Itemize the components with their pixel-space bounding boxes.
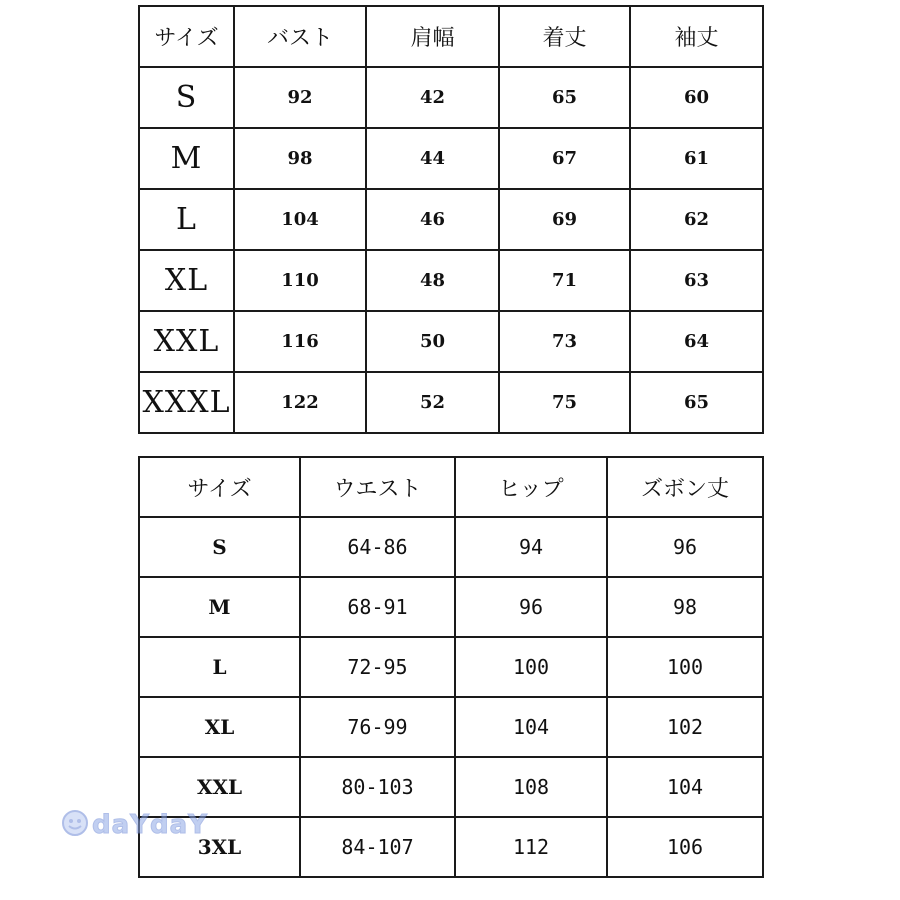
table-row [139, 817, 763, 877]
table-cell: 69 [499, 189, 630, 250]
table-cell: 48 [366, 250, 499, 311]
table-cell: 98 [607, 577, 763, 637]
table-cell: 52 [366, 372, 499, 433]
table-cell: 106 [607, 817, 763, 877]
header-cell: サイズ [139, 457, 300, 517]
table-cell: 67 [499, 128, 630, 189]
table-row [139, 189, 763, 250]
size-cell: S [139, 67, 234, 128]
table-cell: 92 [234, 67, 366, 128]
size-cell: XXL [139, 757, 300, 817]
table-cell: 73 [499, 311, 630, 372]
table-cell: 102 [607, 697, 763, 757]
table-cell: 94 [455, 517, 607, 577]
table-cell: 110 [234, 250, 366, 311]
table-row [139, 697, 763, 757]
table-cell: 84-107 [300, 817, 455, 877]
table-cell: 80-103 [300, 757, 455, 817]
table-cell: 75 [499, 372, 630, 433]
header-cell: サイズ [139, 6, 234, 67]
table-cell: 65 [630, 372, 763, 433]
table-cell: 50 [366, 311, 499, 372]
size-cell: XL [139, 697, 300, 757]
table-cell: 96 [455, 577, 607, 637]
table-cell: 46 [366, 189, 499, 250]
size-cell: 3XL [139, 817, 300, 877]
table-cell: 98 [234, 128, 366, 189]
table-cell: 60 [630, 67, 763, 128]
table-cell: 44 [366, 128, 499, 189]
table-header-row [139, 6, 763, 67]
size-cell: M [139, 577, 300, 637]
table-cell: 96 [607, 517, 763, 577]
table-row [139, 517, 763, 577]
size-cell: L [139, 637, 300, 697]
table-cell: 112 [455, 817, 607, 877]
table-cell: 71 [499, 250, 630, 311]
table-cell: 122 [234, 372, 366, 433]
table-row [139, 311, 763, 372]
table-cell: 72-95 [300, 637, 455, 697]
table-row [139, 637, 763, 697]
header-cell: ヒップ [455, 457, 607, 517]
table-row [139, 577, 763, 637]
header-cell: バスト [234, 6, 366, 67]
header-cell: 着丈 [499, 6, 630, 67]
header-cell: 袖丈 [630, 6, 763, 67]
size-cell: M [139, 128, 234, 189]
header-cell: ズボン丈 [607, 457, 763, 517]
size-cell: L [139, 189, 234, 250]
size-cell: XXL [139, 311, 234, 372]
table-cell: 61 [630, 128, 763, 189]
bottom-size-table [138, 456, 764, 878]
table-cell: 76-99 [300, 697, 455, 757]
table-cell: 104 [455, 697, 607, 757]
table-cell: 64-86 [300, 517, 455, 577]
table-cell: 116 [234, 311, 366, 372]
top-size-table [138, 5, 764, 434]
size-cell: XL [139, 250, 234, 311]
table-cell: 64 [630, 311, 763, 372]
watermark-logo [60, 808, 208, 842]
table-header-row [139, 457, 763, 517]
header-cell: 肩幅 [366, 6, 499, 67]
table-cell: 104 [234, 189, 366, 250]
smiley-face-icon [60, 808, 90, 842]
header-cell: ウエスト [300, 457, 455, 517]
watermark-text: daYdaY [92, 810, 208, 840]
table-cell: 104 [607, 757, 763, 817]
table-cell: 42 [366, 67, 499, 128]
table-cell: 68-91 [300, 577, 455, 637]
table-cell: 100 [455, 637, 607, 697]
size-cell: S [139, 517, 300, 577]
table-row [139, 372, 763, 433]
table-cell: 108 [455, 757, 607, 817]
table-row [139, 128, 763, 189]
size-cell: XXXL [139, 372, 234, 433]
table-row [139, 757, 763, 817]
table-cell: 62 [630, 189, 763, 250]
table-row [139, 250, 763, 311]
table-row [139, 67, 763, 128]
table-cell: 63 [630, 250, 763, 311]
table-cell: 65 [499, 67, 630, 128]
table-cell: 100 [607, 637, 763, 697]
